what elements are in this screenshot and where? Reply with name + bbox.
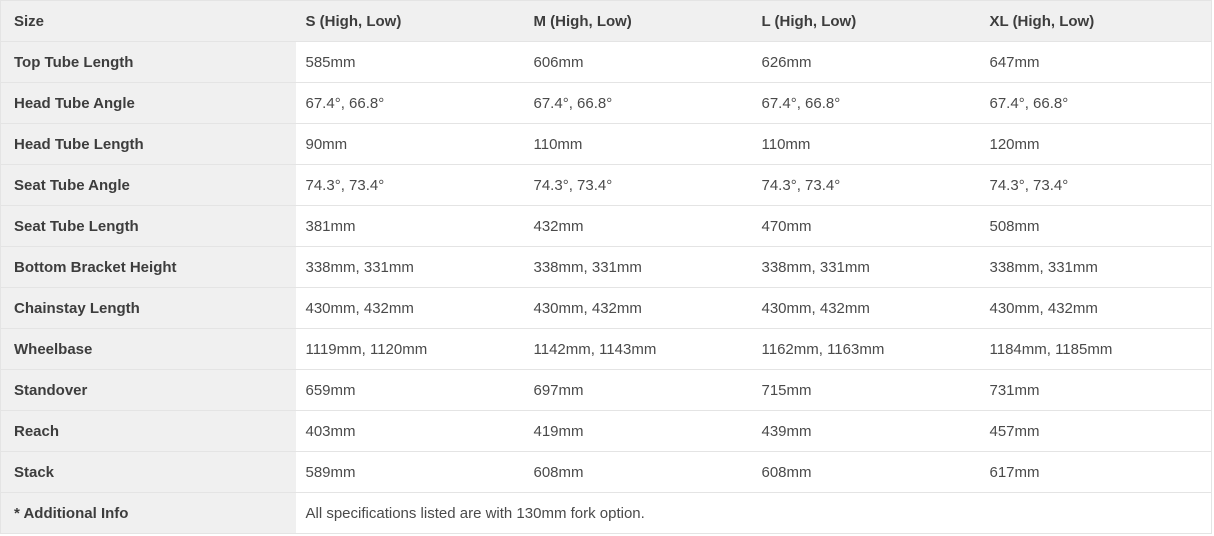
cell-l: 74.3°, 73.4° [752,165,980,206]
cell-l: 1162mm, 1163mm [752,329,980,370]
cell-m: 67.4°, 66.8° [524,83,752,124]
cell-m: 697mm [524,370,752,411]
additional-info-note: All specifications listed are with 130mm fork option. [296,493,1212,534]
table-row-bottom-bracket-height [1,247,1212,288]
cell-xl: 120mm [980,124,1212,165]
cell-s: 381mm [296,206,524,247]
cell-l: 470mm [752,206,980,247]
cell-s: 430mm, 432mm [296,288,524,329]
cell-m: 606mm [524,42,752,83]
column-header-xl: XL (High, Low) [980,1,1212,42]
table-row-reach [1,411,1212,452]
cell-s: 659mm [296,370,524,411]
row-label-reach: Reach [1,411,296,452]
row-label-seat-tube-angle: Seat Tube Angle [1,165,296,206]
row-label-wheelbase: Wheelbase [1,329,296,370]
cell-xl: 617mm [980,452,1212,493]
row-label-top-tube-length: Top Tube Length [1,42,296,83]
row-label-head-tube-length: Head Tube Length [1,124,296,165]
cell-xl: 74.3°, 73.4° [980,165,1212,206]
cell-l: 338mm, 331mm [752,247,980,288]
table-row-standover [1,370,1212,411]
table-row-seat-tube-angle [1,165,1212,206]
table-row-head-tube-length [1,124,1212,165]
row-label-chainstay-length: Chainstay Length [1,288,296,329]
cell-s: 338mm, 331mm [296,247,524,288]
table-row-wheelbase [1,329,1212,370]
cell-s: 74.3°, 73.4° [296,165,524,206]
column-header-m: M (High, Low) [524,1,752,42]
cell-l: 430mm, 432mm [752,288,980,329]
cell-m: 338mm, 331mm [524,247,752,288]
cell-xl: 457mm [980,411,1212,452]
cell-s: 403mm [296,411,524,452]
column-header-size: Size [1,1,296,42]
cell-m: 432mm [524,206,752,247]
cell-xl: 1184mm, 1185mm [980,329,1212,370]
cell-s: 585mm [296,42,524,83]
cell-l: 715mm [752,370,980,411]
column-header-l: L (High, Low) [752,1,980,42]
row-label-seat-tube-length: Seat Tube Length [1,206,296,247]
cell-xl: 731mm [980,370,1212,411]
cell-xl: 430mm, 432mm [980,288,1212,329]
cell-m: 74.3°, 73.4° [524,165,752,206]
row-label-head-tube-angle: Head Tube Angle [1,83,296,124]
column-header-s: S (High, Low) [296,1,524,42]
cell-xl: 647mm [980,42,1212,83]
table-row-additional-info [1,493,1212,534]
table-row-top-tube-length [1,42,1212,83]
row-label-standover: Standover [1,370,296,411]
table-row-head-tube-angle [1,83,1212,124]
cell-l: 439mm [752,411,980,452]
table-row-chainstay-length [1,288,1212,329]
row-label-stack: Stack [1,452,296,493]
table-row-seat-tube-length [1,206,1212,247]
cell-s: 67.4°, 66.8° [296,83,524,124]
cell-m: 110mm [524,124,752,165]
cell-m: 419mm [524,411,752,452]
row-label-bottom-bracket-height: Bottom Bracket Height [1,247,296,288]
cell-xl: 338mm, 331mm [980,247,1212,288]
cell-xl: 67.4°, 66.8° [980,83,1212,124]
cell-l: 110mm [752,124,980,165]
cell-m: 608mm [524,452,752,493]
cell-s: 589mm [296,452,524,493]
cell-s: 90mm [296,124,524,165]
cell-l: 626mm [752,42,980,83]
cell-s: 1119mm, 1120mm [296,329,524,370]
cell-m: 1142mm, 1143mm [524,329,752,370]
cell-l: 608mm [752,452,980,493]
cell-l: 67.4°, 66.8° [752,83,980,124]
cell-xl: 508mm [980,206,1212,247]
table-header-row [1,1,1212,42]
table-row-stack [1,452,1212,493]
row-label-additional-info: * Additional Info [1,493,296,534]
cell-m: 430mm, 432mm [524,288,752,329]
